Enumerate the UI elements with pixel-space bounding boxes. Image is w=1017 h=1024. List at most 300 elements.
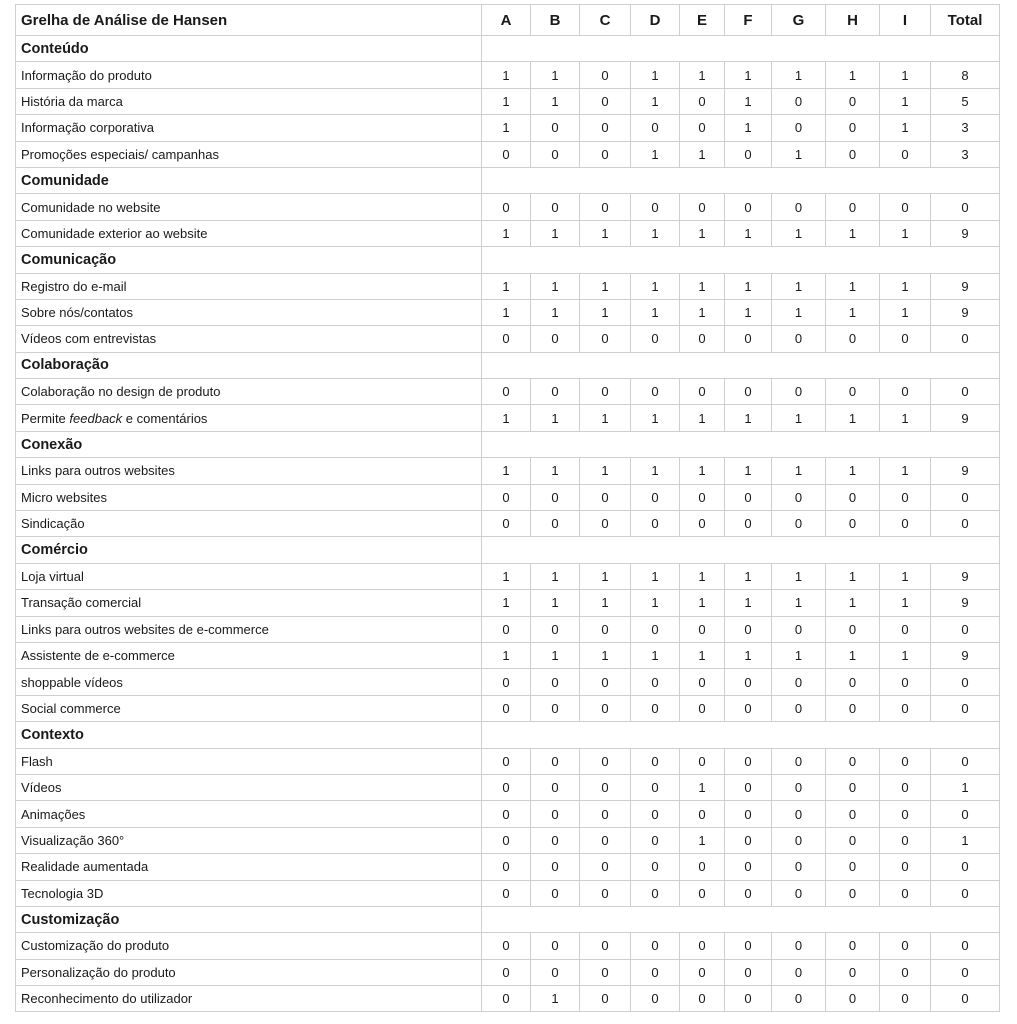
value-cell: 0 bbox=[826, 379, 880, 405]
section-row bbox=[16, 167, 1000, 193]
total-cell: 0 bbox=[931, 194, 1000, 220]
table-row bbox=[16, 669, 1000, 695]
column-header-total: Total bbox=[931, 5, 1000, 36]
value-cell: 0 bbox=[580, 854, 631, 880]
table-row bbox=[16, 484, 1000, 510]
section-blank-cell bbox=[772, 167, 826, 193]
total-cell: 9 bbox=[931, 642, 1000, 668]
value-cell: 0 bbox=[680, 484, 725, 510]
column-header-d: D bbox=[631, 5, 680, 36]
value-cell: 0 bbox=[580, 194, 631, 220]
value-cell: 0 bbox=[531, 484, 580, 510]
column-header-i: I bbox=[880, 5, 931, 36]
value-cell: 1 bbox=[725, 62, 772, 88]
table-row bbox=[16, 590, 1000, 616]
value-cell: 0 bbox=[826, 88, 880, 114]
total-cell: 9 bbox=[931, 458, 1000, 484]
section-blank-cell bbox=[482, 167, 531, 193]
value-cell: 0 bbox=[482, 326, 531, 352]
table-row bbox=[16, 194, 1000, 220]
total-cell: 0 bbox=[931, 986, 1000, 1012]
total-cell: 0 bbox=[931, 379, 1000, 405]
section-blank-cell bbox=[880, 906, 931, 932]
value-cell: 1 bbox=[725, 642, 772, 668]
table-row bbox=[16, 220, 1000, 246]
section-row bbox=[16, 906, 1000, 932]
value-cell: 0 bbox=[531, 326, 580, 352]
row-label-part: Permite bbox=[21, 410, 70, 426]
value-cell: 0 bbox=[482, 933, 531, 959]
section-blank-cell bbox=[531, 36, 580, 62]
section-blank-cell bbox=[482, 36, 531, 62]
value-cell: 1 bbox=[631, 141, 680, 167]
value-cell: 1 bbox=[680, 458, 725, 484]
section-blank-cell bbox=[772, 431, 826, 457]
section-row bbox=[16, 352, 1000, 378]
value-cell: 0 bbox=[880, 801, 931, 827]
value-cell: 1 bbox=[580, 642, 631, 668]
value-cell: 0 bbox=[725, 141, 772, 167]
value-cell: 0 bbox=[725, 326, 772, 352]
value-cell: 0 bbox=[772, 379, 826, 405]
section-blank-cell bbox=[631, 167, 680, 193]
section-title: Customização bbox=[16, 906, 482, 932]
section-blank-cell bbox=[772, 537, 826, 563]
row-label: Colaboração no design de produto bbox=[16, 379, 482, 405]
row-label: Social commerce bbox=[16, 695, 482, 721]
section-blank-cell bbox=[580, 431, 631, 457]
value-cell: 1 bbox=[880, 115, 931, 141]
table-row bbox=[16, 88, 1000, 114]
section-blank-cell bbox=[931, 247, 1000, 273]
value-cell: 1 bbox=[580, 458, 631, 484]
section-blank-cell bbox=[725, 36, 772, 62]
value-cell: 0 bbox=[680, 194, 725, 220]
value-cell: 0 bbox=[826, 484, 880, 510]
row-label: Assistente de e-commerce bbox=[16, 642, 482, 668]
row-label: Flash bbox=[16, 748, 482, 774]
value-cell: 1 bbox=[725, 563, 772, 589]
section-blank-cell bbox=[580, 722, 631, 748]
section-blank-cell bbox=[931, 537, 1000, 563]
section-blank-cell bbox=[531, 906, 580, 932]
section-blank-cell bbox=[531, 167, 580, 193]
value-cell: 0 bbox=[580, 511, 631, 537]
section-blank-cell bbox=[531, 537, 580, 563]
section-blank-cell bbox=[531, 247, 580, 273]
value-cell: 0 bbox=[531, 511, 580, 537]
value-cell: 0 bbox=[631, 669, 680, 695]
section-blank-cell bbox=[725, 167, 772, 193]
section-blank-cell bbox=[772, 352, 826, 378]
value-cell: 0 bbox=[772, 880, 826, 906]
value-cell: 0 bbox=[826, 115, 880, 141]
value-cell: 0 bbox=[725, 801, 772, 827]
value-cell: 1 bbox=[531, 273, 580, 299]
section-blank-cell bbox=[931, 167, 1000, 193]
section-title: Conteúdo bbox=[16, 36, 482, 62]
total-cell: 5 bbox=[931, 88, 1000, 114]
value-cell: 0 bbox=[531, 194, 580, 220]
section-blank-cell bbox=[482, 431, 531, 457]
value-cell: 0 bbox=[880, 379, 931, 405]
value-cell: 0 bbox=[772, 669, 826, 695]
value-cell: 1 bbox=[880, 62, 931, 88]
value-cell: 0 bbox=[880, 986, 931, 1012]
section-blank-cell bbox=[826, 431, 880, 457]
section-blank-cell bbox=[631, 36, 680, 62]
value-cell: 0 bbox=[772, 115, 826, 141]
section-row bbox=[16, 537, 1000, 563]
table-body bbox=[16, 36, 1000, 1012]
table-row bbox=[16, 405, 1000, 431]
value-cell: 0 bbox=[725, 959, 772, 985]
section-blank-cell bbox=[680, 167, 725, 193]
value-cell: 0 bbox=[531, 379, 580, 405]
value-cell: 0 bbox=[482, 484, 531, 510]
value-cell: 0 bbox=[772, 748, 826, 774]
row-label: Realidade aumentada bbox=[16, 854, 482, 880]
row-label bbox=[16, 405, 482, 431]
value-cell: 0 bbox=[580, 748, 631, 774]
value-cell: 0 bbox=[680, 695, 725, 721]
total-cell: 0 bbox=[931, 616, 1000, 642]
value-cell: 1 bbox=[880, 458, 931, 484]
value-cell: 0 bbox=[680, 854, 725, 880]
row-label: Promoções especiais/ campanhas bbox=[16, 141, 482, 167]
total-cell: 0 bbox=[931, 854, 1000, 880]
value-cell: 1 bbox=[531, 220, 580, 246]
section-blank-cell bbox=[725, 906, 772, 932]
total-cell: 9 bbox=[931, 563, 1000, 589]
value-cell: 0 bbox=[680, 748, 725, 774]
value-cell: 0 bbox=[880, 616, 931, 642]
section-blank-cell bbox=[772, 36, 826, 62]
value-cell: 0 bbox=[631, 774, 680, 800]
value-cell: 1 bbox=[680, 141, 725, 167]
table-row bbox=[16, 748, 1000, 774]
value-cell: 1 bbox=[631, 590, 680, 616]
value-cell: 1 bbox=[631, 563, 680, 589]
value-cell: 0 bbox=[680, 801, 725, 827]
section-blank-cell bbox=[725, 431, 772, 457]
section-blank-cell bbox=[931, 722, 1000, 748]
value-cell: 1 bbox=[772, 299, 826, 325]
value-cell: 0 bbox=[725, 616, 772, 642]
row-label: Comunidade exterior ao website bbox=[16, 220, 482, 246]
total-cell: 0 bbox=[931, 484, 1000, 510]
value-cell: 0 bbox=[880, 194, 931, 220]
value-cell: 0 bbox=[725, 774, 772, 800]
table-row bbox=[16, 933, 1000, 959]
value-cell: 1 bbox=[772, 642, 826, 668]
value-cell: 0 bbox=[580, 616, 631, 642]
section-blank-cell bbox=[680, 906, 725, 932]
value-cell: 1 bbox=[580, 273, 631, 299]
total-cell: 0 bbox=[931, 669, 1000, 695]
value-cell: 0 bbox=[531, 616, 580, 642]
total-cell: 0 bbox=[931, 511, 1000, 537]
value-cell: 0 bbox=[531, 933, 580, 959]
value-cell: 0 bbox=[880, 880, 931, 906]
value-cell: 0 bbox=[772, 616, 826, 642]
value-cell: 0 bbox=[580, 695, 631, 721]
table-row bbox=[16, 959, 1000, 985]
section-blank-cell bbox=[880, 36, 931, 62]
value-cell: 0 bbox=[725, 933, 772, 959]
value-cell: 0 bbox=[631, 379, 680, 405]
value-cell: 0 bbox=[580, 141, 631, 167]
value-cell: 1 bbox=[580, 299, 631, 325]
value-cell: 1 bbox=[772, 563, 826, 589]
total-cell: 9 bbox=[931, 299, 1000, 325]
row-label: Informação corporativa bbox=[16, 115, 482, 141]
row-label: Informação do produto bbox=[16, 62, 482, 88]
value-cell: 0 bbox=[631, 854, 680, 880]
table-row bbox=[16, 695, 1000, 721]
table-row bbox=[16, 854, 1000, 880]
value-cell: 0 bbox=[880, 774, 931, 800]
value-cell: 1 bbox=[880, 405, 931, 431]
row-label: Sindicação bbox=[16, 511, 482, 537]
section-blank-cell bbox=[931, 906, 1000, 932]
value-cell: 1 bbox=[826, 273, 880, 299]
value-cell: 0 bbox=[772, 88, 826, 114]
value-cell: 1 bbox=[482, 458, 531, 484]
value-cell: 1 bbox=[680, 642, 725, 668]
value-cell: 1 bbox=[880, 88, 931, 114]
value-cell: 0 bbox=[880, 748, 931, 774]
section-row bbox=[16, 247, 1000, 273]
row-label: Personalização do produto bbox=[16, 959, 482, 985]
table-row bbox=[16, 326, 1000, 352]
value-cell: 0 bbox=[880, 141, 931, 167]
value-cell: 0 bbox=[772, 774, 826, 800]
value-cell: 0 bbox=[580, 880, 631, 906]
value-cell: 1 bbox=[826, 299, 880, 325]
section-blank-cell bbox=[482, 352, 531, 378]
section-blank-cell bbox=[880, 431, 931, 457]
value-cell: 0 bbox=[482, 695, 531, 721]
value-cell: 0 bbox=[580, 379, 631, 405]
value-cell: 0 bbox=[772, 854, 826, 880]
value-cell: 1 bbox=[725, 405, 772, 431]
value-cell: 0 bbox=[826, 854, 880, 880]
value-cell: 0 bbox=[482, 854, 531, 880]
section-blank-cell bbox=[826, 352, 880, 378]
section-blank-cell bbox=[631, 431, 680, 457]
value-cell: 1 bbox=[725, 273, 772, 299]
table-row bbox=[16, 827, 1000, 853]
value-cell: 1 bbox=[631, 220, 680, 246]
section-row bbox=[16, 36, 1000, 62]
value-cell: 0 bbox=[631, 880, 680, 906]
value-cell: 0 bbox=[880, 827, 931, 853]
value-cell: 0 bbox=[880, 933, 931, 959]
value-cell: 0 bbox=[580, 62, 631, 88]
value-cell: 0 bbox=[631, 801, 680, 827]
total-cell: 9 bbox=[931, 590, 1000, 616]
row-label: Customização do produto bbox=[16, 933, 482, 959]
value-cell: 0 bbox=[826, 827, 880, 853]
value-cell: 0 bbox=[826, 774, 880, 800]
value-cell: 1 bbox=[880, 299, 931, 325]
section-title: Colaboração bbox=[16, 352, 482, 378]
value-cell: 0 bbox=[826, 801, 880, 827]
total-cell: 0 bbox=[931, 880, 1000, 906]
table-row bbox=[16, 986, 1000, 1012]
value-cell: 0 bbox=[772, 511, 826, 537]
value-cell: 0 bbox=[826, 194, 880, 220]
value-cell: 0 bbox=[631, 959, 680, 985]
value-cell: 0 bbox=[826, 326, 880, 352]
value-cell: 0 bbox=[772, 959, 826, 985]
section-blank-cell bbox=[580, 247, 631, 273]
section-blank-cell bbox=[680, 352, 725, 378]
section-blank-cell bbox=[631, 722, 680, 748]
value-cell: 1 bbox=[680, 774, 725, 800]
row-label: Sobre nós/contatos bbox=[16, 299, 482, 325]
table-row bbox=[16, 458, 1000, 484]
section-blank-cell bbox=[880, 167, 931, 193]
value-cell: 0 bbox=[631, 326, 680, 352]
value-cell: 0 bbox=[680, 933, 725, 959]
section-blank-cell bbox=[680, 722, 725, 748]
value-cell: 1 bbox=[580, 220, 631, 246]
section-blank-cell bbox=[631, 537, 680, 563]
table-row bbox=[16, 774, 1000, 800]
value-cell: 1 bbox=[725, 115, 772, 141]
value-cell: 0 bbox=[680, 669, 725, 695]
total-cell: 9 bbox=[931, 405, 1000, 431]
value-cell: 0 bbox=[725, 748, 772, 774]
table-row bbox=[16, 801, 1000, 827]
value-cell: 0 bbox=[680, 880, 725, 906]
value-cell: 1 bbox=[772, 458, 826, 484]
table-row bbox=[16, 273, 1000, 299]
row-label: Vídeos com entrevistas bbox=[16, 326, 482, 352]
table-row bbox=[16, 563, 1000, 589]
value-cell: 1 bbox=[531, 458, 580, 484]
column-header-c: C bbox=[580, 5, 631, 36]
section-blank-cell bbox=[826, 906, 880, 932]
value-cell: 1 bbox=[826, 458, 880, 484]
value-cell: 0 bbox=[580, 933, 631, 959]
table-row bbox=[16, 299, 1000, 325]
table-row bbox=[16, 616, 1000, 642]
value-cell: 0 bbox=[631, 986, 680, 1012]
value-cell: 1 bbox=[531, 299, 580, 325]
value-cell: 0 bbox=[826, 511, 880, 537]
total-cell: 1 bbox=[931, 774, 1000, 800]
value-cell: 1 bbox=[880, 590, 931, 616]
value-cell: 1 bbox=[880, 642, 931, 668]
value-cell: 0 bbox=[826, 141, 880, 167]
value-cell: 1 bbox=[580, 563, 631, 589]
row-label: Registro do e-mail bbox=[16, 273, 482, 299]
row-label: Vídeos bbox=[16, 774, 482, 800]
value-cell: 1 bbox=[631, 299, 680, 325]
section-blank-cell bbox=[482, 537, 531, 563]
value-cell: 0 bbox=[580, 774, 631, 800]
value-cell: 0 bbox=[680, 616, 725, 642]
section-blank-cell bbox=[826, 167, 880, 193]
value-cell: 0 bbox=[631, 511, 680, 537]
row-label-part: e comentários bbox=[122, 410, 208, 426]
section-blank-cell bbox=[482, 906, 531, 932]
value-cell: 0 bbox=[531, 669, 580, 695]
value-cell: 0 bbox=[482, 774, 531, 800]
total-cell: 1 bbox=[931, 827, 1000, 853]
value-cell: 1 bbox=[826, 62, 880, 88]
value-cell: 0 bbox=[631, 748, 680, 774]
column-header-g: G bbox=[772, 5, 826, 36]
value-cell: 0 bbox=[580, 115, 631, 141]
value-cell: 0 bbox=[880, 669, 931, 695]
value-cell: 0 bbox=[826, 748, 880, 774]
row-label: Tecnologia 3D bbox=[16, 880, 482, 906]
table-row bbox=[16, 379, 1000, 405]
value-cell: 0 bbox=[580, 959, 631, 985]
section-blank-cell bbox=[580, 352, 631, 378]
section-blank-cell bbox=[580, 537, 631, 563]
total-cell: 0 bbox=[931, 748, 1000, 774]
value-cell: 1 bbox=[826, 642, 880, 668]
row-label: Links para outros websites de e-commerce bbox=[16, 616, 482, 642]
value-cell: 1 bbox=[631, 273, 680, 299]
section-blank-cell bbox=[580, 167, 631, 193]
value-cell: 0 bbox=[482, 616, 531, 642]
row-label: Comunidade no website bbox=[16, 194, 482, 220]
section-blank-cell bbox=[826, 36, 880, 62]
value-cell: 1 bbox=[482, 62, 531, 88]
value-cell: 0 bbox=[680, 115, 725, 141]
total-cell: 3 bbox=[931, 141, 1000, 167]
value-cell: 0 bbox=[531, 774, 580, 800]
value-cell: 1 bbox=[725, 458, 772, 484]
value-cell: 1 bbox=[772, 62, 826, 88]
value-cell: 1 bbox=[772, 273, 826, 299]
value-cell: 0 bbox=[826, 986, 880, 1012]
value-cell: 0 bbox=[580, 88, 631, 114]
table-row bbox=[16, 141, 1000, 167]
value-cell: 0 bbox=[482, 669, 531, 695]
section-title: Contexto bbox=[16, 722, 482, 748]
value-cell: 0 bbox=[680, 326, 725, 352]
section-blank-cell bbox=[772, 722, 826, 748]
value-cell: 0 bbox=[826, 880, 880, 906]
value-cell: 0 bbox=[580, 326, 631, 352]
value-cell: 0 bbox=[531, 959, 580, 985]
value-cell: 0 bbox=[631, 484, 680, 510]
table-row bbox=[16, 880, 1000, 906]
value-cell: 1 bbox=[680, 220, 725, 246]
row-label: Visualização 360° bbox=[16, 827, 482, 853]
value-cell: 0 bbox=[880, 511, 931, 537]
hansen-analysis-table bbox=[15, 4, 1000, 1012]
value-cell: 0 bbox=[725, 695, 772, 721]
section-blank-cell bbox=[631, 352, 680, 378]
section-blank-cell bbox=[631, 247, 680, 273]
section-blank-cell bbox=[482, 247, 531, 273]
section-blank-cell bbox=[725, 352, 772, 378]
row-label-emphasis: feedback bbox=[69, 410, 123, 426]
section-blank-cell bbox=[680, 36, 725, 62]
value-cell: 0 bbox=[531, 801, 580, 827]
row-label: Micro websites bbox=[16, 484, 482, 510]
section-blank-cell bbox=[631, 906, 680, 932]
value-cell: 0 bbox=[772, 801, 826, 827]
